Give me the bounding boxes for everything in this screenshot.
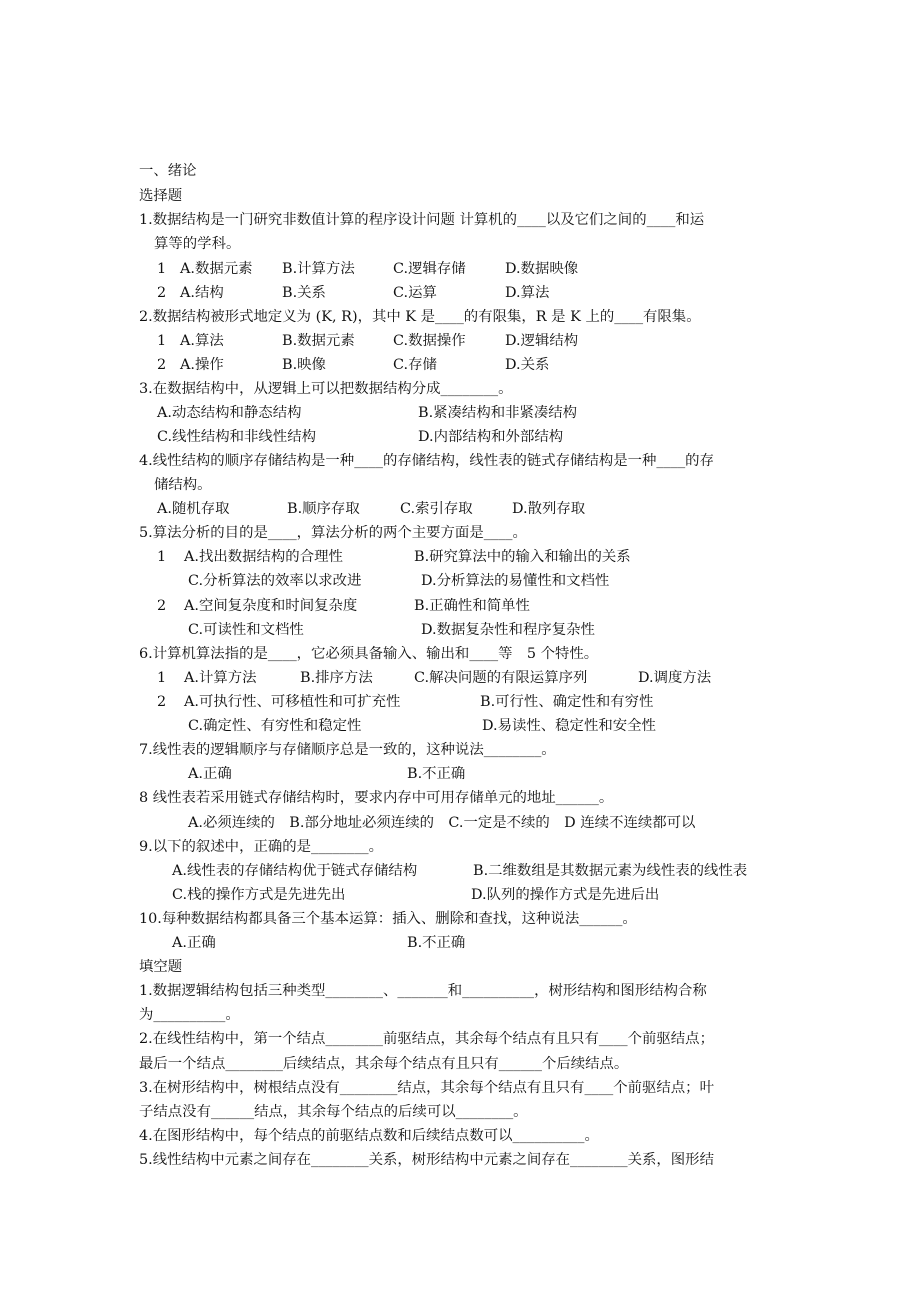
document-page: 一、绪论 选择题 1.数据结构是一门研究非数值计算的程序设计问题 计算机的____以及它们之间的____和运 算等的学科。 1 A.数据元素 B.计算方法 C.逻辑存储 D.数据映像 2 A.结构 B.关系 C.运算 D.算法 2.数据结构被形式地定义为 (K, R)，其中 K 是____的有限集，R 是 K 上的____有限集。 1 A.算法 B.数据元素 C.数据操作 D.逻辑结构 2 A.操作 B.映像 C.存储 D.关系 3.在数据结构中，从逻辑上可以把数据结构分成________。 A.动态结构和静态结构 B.紧凑结构和非紧凑结构 C.线性结构和非线性结构 D.内部结构和外部结构 4.线性结构的顺序存储结构是一种____的存储结构，线性表的链式存储结构是一种____的存 储结构。 A.随机存取 B.顺序存取 C.索引存取 D.散列存取 5.算法分析的目的是____，算法分析的两个主要方面是____。 1 A.找出数据结构的合理性 B.研究算法中的输入和输出的关系 C.分析算法的效率以求改进 D.分析算法的易懂性和文档性 2 A.空间复杂度和时间复杂度 B.正确性和简单性 C.可读性和文档性 D.数据复杂性和程序复杂性 6.计算机算法指的是____，它必须具备输入、输出和____等 5 个特性。 1 A.计算方法 B.排序方法 C.解决问题的有限运算序列 D.调度方法 2 A.可执行性、可移植性和可扩充性 B.可行性、确定性和有穷性 C.确定性、有穷性和稳定性 D.易读性、稳定性和安全性 7.线性表的逻辑顺序与存储顺序总是一致的，这种说法________。 A.正确 B.不正确 8 线性表若采用链式存储结构时，要求内存中可用存储单元的地址______。 A.必须连续的 B.部分地址必须连续的 C.一定是不续的 D 连续不连续都可以 9.以下的叙述中，正确的是________。 A.线性表的存储结构优于链式存储结构 B.二维数组是其数据元素为线性表的线性表 C.栈的操作方式是先进先出 D.队列的操作方式是先进后出 10.每种数据结构都具备三个基本运算：插入、删除和查找，这种说法______。 A.正确 B.不正确 填空题 1.数据逻辑结构包括三种类型________、_______和__________，树形结构和图形结构合称 为__________。 2.在线性结构中，第一个结点________前驱结点，其余每个结点有且只有____个前驱结点； 最后一个结点________后续结点，其余每个结点有且只有______个后续结点。 3.在树形结构中，树根结点没有________结点，其余每个结点有且只有____个前驱结点；叶 子结点没有______结点，其余每个结点的后续可以________。 4.在图形结构中，每个结点的前驱结点数和后续结点数可以__________。 5.线性结构中元素之间存在________关系，树形结构中元素之间存在________关系，图形结 — [139, 163, 748, 1168]
